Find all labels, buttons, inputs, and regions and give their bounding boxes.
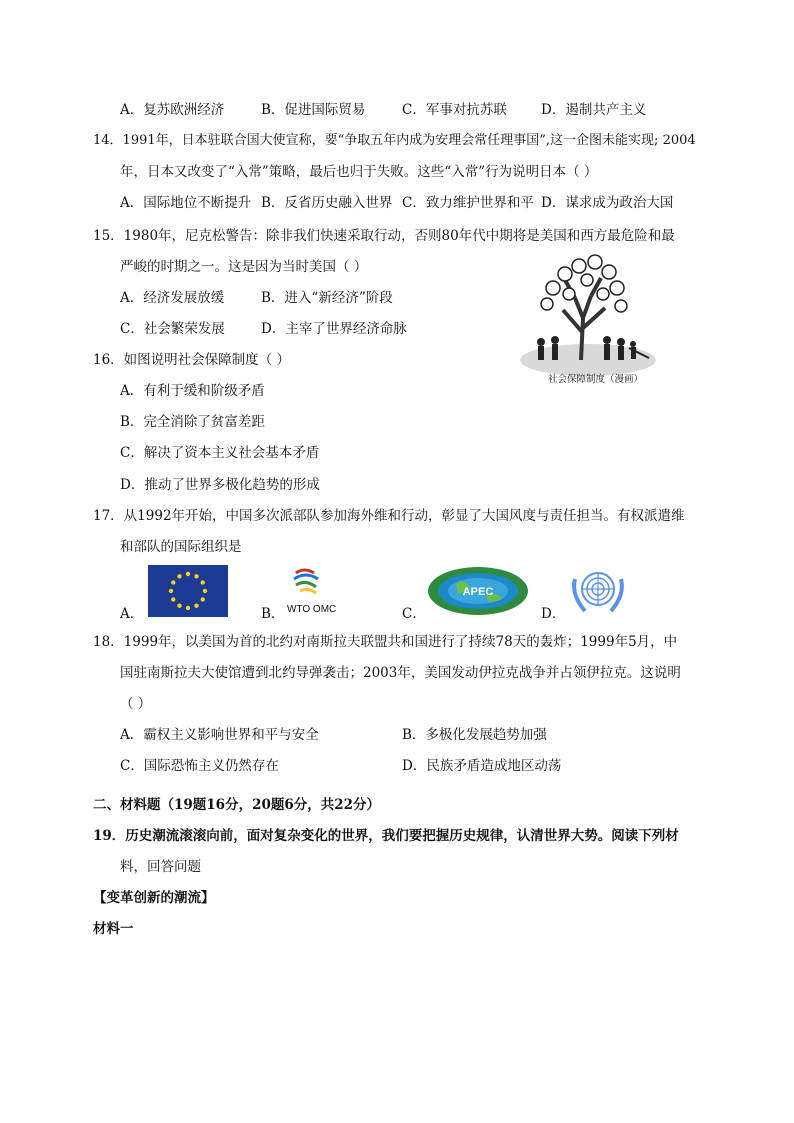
q15-stem-line2: 严峻的时期之一。这是因为当时美国（ ） bbox=[120, 259, 368, 275]
q14-option-c: C．致力维护世界和平 bbox=[402, 195, 534, 211]
eu-star-icon bbox=[194, 604, 198, 608]
q16-option-b: B．完全消除了贫富差距 bbox=[120, 414, 265, 430]
section2-title: 二、材料题（19题16分，20题6分，共22分） bbox=[93, 797, 381, 813]
q19-subheading: 【变革创新的潮流】 bbox=[93, 890, 215, 906]
q17-option-c-letter: C． bbox=[402, 606, 426, 622]
apec-logo-image bbox=[426, 565, 530, 617]
q16-option-d: D．推动了世界多极化趋势的形成 bbox=[120, 477, 320, 493]
q15-option-d: D．主宰了世界经济命脉 bbox=[261, 321, 407, 337]
q18-option-c: C．国际恐怖主义仍然存在 bbox=[120, 758, 279, 774]
q18-option-a: A．霸权主义影响世界和平与安全 bbox=[120, 727, 319, 743]
eu-star-icon bbox=[201, 597, 205, 601]
q15-option-c: C．社会繁荣发展 bbox=[120, 321, 225, 337]
q14-option-a: A．国际地位不断提升 bbox=[120, 195, 252, 211]
eu-star-icon bbox=[177, 604, 181, 608]
eu-star-icon bbox=[169, 589, 173, 593]
q19-stem-line2: 料，回答问题 bbox=[120, 859, 201, 875]
q15-stem-line1: 15．1980年，尼克松警告：除非我们快速采取行动，否则80年代中期将是美国和西方最危险和最 bbox=[93, 228, 675, 244]
q19-material-label: 材料一 bbox=[93, 921, 134, 937]
q15-option-b: B．进入“新经济”阶段 bbox=[261, 290, 393, 306]
eu-star-icon bbox=[171, 597, 175, 601]
q13-option-b: B．促进国际贸易 bbox=[261, 102, 366, 118]
q16-option-a: A．有利于缓和阶级矛盾 bbox=[120, 383, 265, 399]
q13-option-d: D．遏制共产主义 bbox=[541, 102, 647, 118]
q14-stem-line2: 年，日本又改变了“入常”策略，最后也归于失败。这些“入常”行为说明日本（ ） bbox=[120, 164, 598, 180]
q17-option-a-letter: A． bbox=[120, 606, 144, 622]
apec-logo-text: APEC bbox=[462, 586, 494, 598]
wto-logo-image bbox=[286, 565, 346, 601]
un-emblem-image bbox=[567, 565, 629, 617]
social-security-cartoon bbox=[517, 248, 659, 390]
cartoon-caption: 社会保障制度（漫画） bbox=[548, 374, 644, 385]
eu-star-icon bbox=[177, 574, 181, 578]
q17-option-b-letter: B． bbox=[261, 606, 285, 622]
q17-stem-line1: 17．从1992年开始，中国多次派部队参加海外维和行动，彰显了大国风度与责任担当。有权派遣维 bbox=[93, 508, 685, 524]
q18-stem-line1: 18．1999年，以美国为首的北约对南斯拉夫联盟共和国进行了持续78天的轰炸；1999年5月，中 bbox=[93, 634, 678, 650]
eu-star-icon bbox=[186, 606, 190, 610]
q13-option-c: C．军事对抗苏联 bbox=[402, 102, 507, 118]
q13-option-a: A．复苏欧洲经济 bbox=[120, 102, 225, 118]
q16-stem: 16．如图说明社会保障制度（ ） bbox=[93, 352, 290, 368]
eu-flag-image bbox=[148, 565, 228, 617]
wto-logo-text: WTO OMC bbox=[287, 604, 337, 615]
q16-option-c: C．解决了资本主义社会基本矛盾 bbox=[120, 445, 320, 461]
q18-stem-line2: 国驻南斯拉夫大使馆遭到北约导弹袭击；2003年，美国发动伊拉克战争并占领伊拉克。这说明 bbox=[120, 665, 681, 681]
q14-option-b: B．反省历史融入世界 bbox=[261, 195, 393, 211]
q18-option-b: B．多极化发展趋势加强 bbox=[402, 727, 547, 743]
q17-option-d-letter: D． bbox=[541, 606, 566, 622]
eu-star-icon bbox=[201, 580, 205, 584]
q17-stem-line2: 和部队的国际组织是 bbox=[120, 539, 242, 555]
eu-star-icon bbox=[186, 572, 190, 576]
q14-stem-line1: 14．1991年，日本驻联合国大使宣称，要“争取五年内成为安理会常任理事国”,这一企图未能实现; 2004 bbox=[93, 133, 696, 148]
eu-star-icon bbox=[171, 580, 175, 584]
eu-star-icon bbox=[203, 589, 207, 593]
q14-option-d: D．谋求成为政治大国 bbox=[541, 195, 674, 211]
q19-stem-line1: 19．历史潮流滚滚向前，面对复杂变化的世界，我们要把握历史规律，认清世界大势。阅读下列材 bbox=[93, 828, 679, 844]
eu-star-icon bbox=[194, 574, 198, 578]
q18-option-d: D．民族矛盾造成地区动荡 bbox=[402, 758, 562, 774]
q15-option-a: A．经济发展放缓 bbox=[120, 290, 225, 306]
q18-stem-line3: （ ） bbox=[120, 696, 152, 712]
